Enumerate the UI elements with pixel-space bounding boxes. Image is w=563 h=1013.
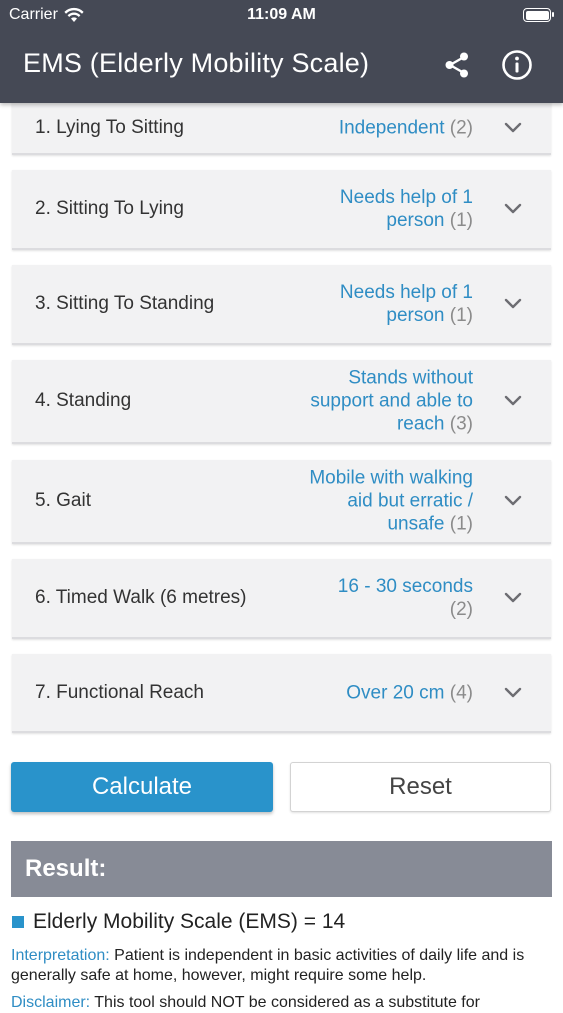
item-value: Over 20 cm (4) — [346, 682, 473, 703]
item-timed-walk[interactable] — [12, 559, 551, 639]
info-button[interactable] — [499, 47, 535, 83]
item-value: Mobile with walking aid but erratic / unsafe (1) — [309, 467, 473, 535]
chevron-down-icon — [503, 495, 523, 507]
item-label: 1. Lying To Sitting — [35, 116, 184, 138]
item-sitting-to-standing[interactable] — [12, 265, 551, 345]
share-icon — [443, 51, 471, 79]
calculate-button[interactable]: Calculate — [11, 762, 273, 812]
disclaimer-body: This tool should NOT be considered as a substitute for — [90, 994, 480, 1011]
result-heading: Result: — [11, 841, 552, 897]
reset-button[interactable]: Reset — [290, 762, 551, 812]
status-time: 11:09 AM — [247, 6, 316, 23]
item-label: 3. Sitting To Standing — [35, 293, 215, 314]
chevron-down-icon — [503, 395, 523, 407]
chevron-down-icon — [503, 122, 523, 134]
disclaimer-text — [11, 993, 552, 1013]
status-bar — [0, 0, 563, 30]
share-button[interactable] — [439, 47, 475, 83]
page-title: EMS (Elderly Mobility Scale) — [23, 48, 370, 78]
interpretation-text — [11, 946, 552, 986]
item-standing[interactable] — [12, 360, 551, 444]
item-value: Needs help of 1 person (1) — [339, 187, 473, 231]
item-value: Stands without support and able to reach (3) — [310, 367, 473, 435]
bullet-square-icon — [12, 916, 24, 928]
item-gait[interactable] — [12, 460, 551, 544]
item-label: 7. Functional Reach — [35, 681, 204, 703]
result-score-text: Elderly Mobility Scale (EMS) = 14 — [33, 910, 346, 933]
item-value: 16 - 30 seconds (2) — [337, 576, 473, 620]
carrier-label: Carrier — [9, 6, 58, 23]
chevron-down-icon — [503, 687, 523, 699]
chevron-down-icon — [503, 298, 523, 310]
item-value: Needs help of 1 person (1) — [339, 282, 473, 326]
info-icon — [501, 49, 533, 81]
interpretation-body: Patient is independent in basic activities of daily life and is generally safe at home, however, might require some help. — [11, 947, 525, 984]
top-bar — [0, 0, 563, 103]
item-functional-reach[interactable] — [12, 654, 551, 733]
disclaimer-label: Disclaimer: — [11, 994, 91, 1011]
battery-icon — [523, 8, 551, 22]
item-value: Independent (2) — [338, 117, 473, 139]
result-score-line — [12, 910, 345, 934]
item-label: 2. Sitting To Lying — [35, 198, 184, 219]
item-label: 6. Timed Walk (6 metres) — [35, 587, 247, 608]
interpretation-label: Interpretation: — [11, 947, 110, 964]
item-label: 5. Gait — [35, 490, 91, 511]
chevron-down-icon — [503, 592, 523, 604]
item-sitting-to-lying[interactable] — [12, 170, 551, 250]
chevron-down-icon — [503, 203, 523, 215]
item-label: 4. Standing — [35, 390, 132, 411]
